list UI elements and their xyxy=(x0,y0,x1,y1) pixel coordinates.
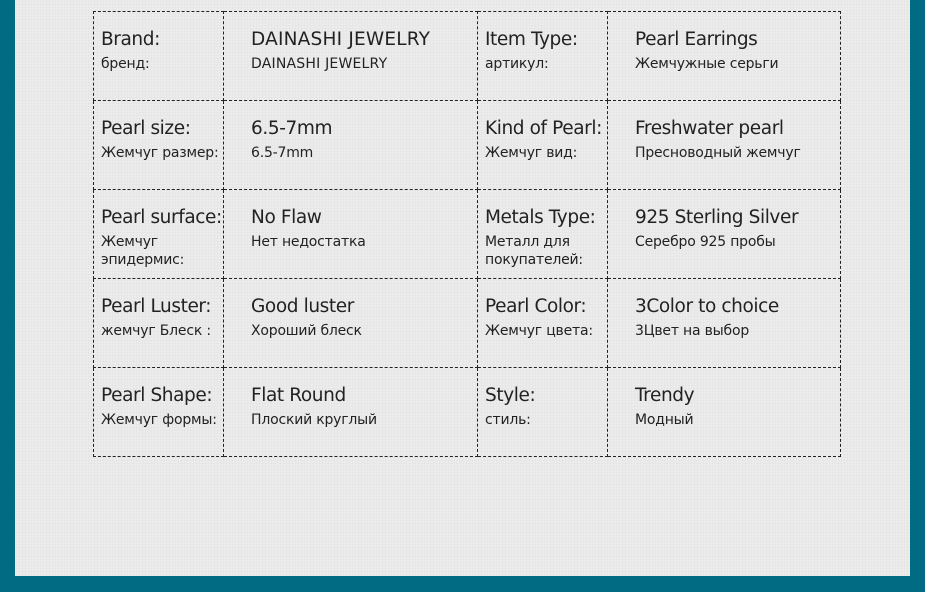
spec-value-en: 6.5-7mm xyxy=(251,118,333,139)
spec-label-en: Item Type: xyxy=(485,29,578,50)
spec-value-cell xyxy=(224,12,478,101)
spec-value-ru: Жемчужные серьги xyxy=(635,56,779,72)
spec-value-ru: Модный xyxy=(635,412,694,428)
spec-value-en: Freshwater pearl xyxy=(635,118,784,139)
spec-label-cell xyxy=(94,101,224,190)
spec-value-ru: Хороший блеск xyxy=(251,323,362,339)
spec-label-en: Style: xyxy=(485,385,536,406)
spec-value-cell xyxy=(224,279,478,368)
spec-label-cell xyxy=(478,279,608,368)
spec-label-ru: артикул: xyxy=(485,56,549,72)
spec-label-cell xyxy=(478,190,608,279)
spec-label-ru: Металл для покупателей: xyxy=(485,234,583,268)
spec-label-ru: Жемчуг размер: xyxy=(101,145,219,161)
spec-label-ru: бренд: xyxy=(101,56,150,72)
spec-label-cell xyxy=(478,368,608,457)
spec-value-cell xyxy=(608,368,841,457)
spec-label-ru: Жемчуг цвета: xyxy=(485,323,593,339)
spec-label-en: Pearl size: xyxy=(101,118,191,139)
spec-value-cell xyxy=(224,101,478,190)
spec-label-cell xyxy=(94,190,224,279)
spec-row-size xyxy=(94,101,841,190)
spec-value-ru: Серебро 925 пробы xyxy=(635,234,776,250)
spec-label-en: Pearl Luster: xyxy=(101,296,212,317)
spec-row-shape xyxy=(94,368,841,457)
spec-label-ru: Жемчуг эпидермис: xyxy=(101,234,185,268)
spec-label-cell xyxy=(94,368,224,457)
spec-value-en: 3Color to choice xyxy=(635,296,779,317)
spec-label-en: Pearl Shape: xyxy=(101,385,213,406)
spec-row-luster xyxy=(94,279,841,368)
spec-row-brand xyxy=(94,12,841,101)
spec-value-cell xyxy=(608,12,841,101)
product-spec-table xyxy=(93,11,841,457)
spec-label-ru: жемчуг Блеск : xyxy=(101,323,211,339)
spec-label-en: Metals Type: xyxy=(485,207,596,228)
spec-value-cell xyxy=(608,101,841,190)
spec-value-ru: DAINASHI JEWELRY xyxy=(251,56,388,72)
spec-value-cell xyxy=(608,279,841,368)
spec-value-en: Trendy xyxy=(635,385,695,406)
spec-value-cell xyxy=(224,368,478,457)
spec-value-en: Pearl Earrings xyxy=(635,29,758,50)
spec-label-en: Kind of Pearl: xyxy=(485,118,602,139)
spec-label-cell xyxy=(94,279,224,368)
spec-value-ru: 3Цвет на выбор xyxy=(635,323,750,339)
spec-label-cell xyxy=(94,12,224,101)
spec-value-ru: Плоский круглый xyxy=(251,412,377,428)
spec-label-en: Pearl Color: xyxy=(485,296,587,317)
spec-label-en: Brand: xyxy=(101,29,160,50)
spec-value-cell xyxy=(224,190,478,279)
spec-value-en: Good luster xyxy=(251,296,354,317)
spec-value-ru: Пресноводный жемчуг xyxy=(635,145,801,161)
spec-label-ru: стиль: xyxy=(485,412,531,428)
spec-label-ru: Жемчуг формы: xyxy=(101,412,217,428)
spec-value-en: No Flaw xyxy=(251,207,322,228)
spec-label-cell xyxy=(478,101,608,190)
spec-value-en: 925 Sterling Silver xyxy=(635,207,799,228)
spec-value-cell xyxy=(608,190,841,279)
spec-row-surface xyxy=(94,190,841,279)
spec-label-cell xyxy=(478,12,608,101)
spec-label-ru: Жемчуг вид: xyxy=(485,145,578,161)
spec-value-en: Flat Round xyxy=(251,385,346,406)
spec-value-ru: Нет недостатка xyxy=(251,234,366,250)
spec-label-en: Pearl surface: xyxy=(101,207,222,228)
spec-panel xyxy=(15,0,910,576)
spec-value-en: DAINASHI JEWELRY xyxy=(251,29,431,50)
spec-value-ru: 6.5-7mm xyxy=(251,145,314,161)
